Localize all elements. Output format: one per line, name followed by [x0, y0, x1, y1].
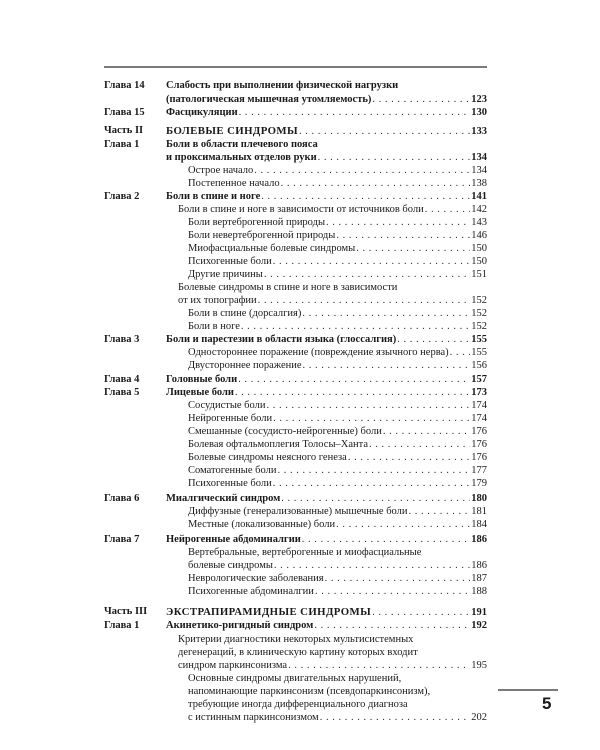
toc-page-number: 180: [471, 493, 487, 504]
toc-entry: [178, 633, 487, 647]
toc-entry: [188, 425, 487, 439]
toc-line: [0, 711, 600, 725]
toc-entry: [166, 619, 487, 633]
toc-line: [0, 477, 600, 491]
toc-entry: [188, 268, 487, 282]
toc-leader-dots: [254, 164, 470, 178]
toc-entry-title: Боли в спине (дорсалгия): [188, 308, 302, 319]
toc-entry-title: Смешанные (сосудисто-нейрогенные) боли: [188, 426, 382, 437]
toc-leader-dots: [315, 585, 470, 599]
toc-entry: [166, 151, 487, 165]
toc-page-number: 146: [471, 230, 487, 241]
toc-leader-dots: [318, 151, 471, 165]
toc-page-number: 191: [471, 607, 487, 618]
toc-entry-title: Фасцикуляции: [166, 107, 238, 118]
toc-leader-dots: [238, 373, 470, 387]
toc-entry: [188, 585, 487, 599]
toc-leader-dots: [348, 451, 470, 465]
toc-entry: [188, 412, 487, 426]
toc-page-number: 150: [471, 256, 487, 267]
toc-page-number: 186: [471, 534, 487, 545]
toc-entry-title: Боли в спине и ноге в зависимости от источников боли: [178, 204, 424, 215]
toc-leader-dots: [264, 268, 470, 282]
toc-page-number: 187: [471, 573, 487, 584]
toc-leader-dots: [274, 559, 470, 573]
toc-page-number: 156: [471, 360, 487, 371]
toc-entry: [188, 711, 487, 725]
toc-page-number: 188: [471, 586, 487, 597]
toc-line: [0, 124, 600, 138]
toc-leader-dots: [302, 307, 470, 321]
toc-leader-dots: [239, 106, 471, 120]
toc-entry-title: Боли невертеброгенной природы: [188, 230, 336, 241]
toc-line: [0, 346, 600, 360]
toc-entry-title: Сосудистые боли: [188, 400, 266, 411]
toc-entry-title: Лицевые боли: [166, 387, 234, 398]
toc-line: [0, 633, 600, 647]
toc-page-number: 202: [471, 712, 487, 723]
toc-entry: [188, 698, 487, 712]
toc-line: [0, 216, 600, 230]
toc-page-number: 141: [471, 191, 487, 202]
toc-page-number: 181: [471, 506, 487, 517]
toc-line: [0, 546, 600, 560]
toc-page-number: 152: [471, 295, 487, 306]
toc-leader-dots: [397, 333, 470, 347]
toc-line: [0, 281, 600, 295]
toc-line: [0, 307, 600, 321]
toc-entry-title: с истинным паркинсонизмом: [188, 712, 319, 723]
toc-line: [0, 138, 600, 152]
toc-line: [0, 190, 600, 204]
toc-leader-dots: [383, 425, 470, 439]
toc-entry: [166, 106, 487, 120]
toc-page-number: 192: [471, 620, 487, 631]
toc-page-number: 150: [471, 243, 487, 254]
toc-page-number: 174: [471, 413, 487, 424]
toc-leader-dots: [235, 386, 470, 400]
toc-entry-title: синдром паркинсонизма: [178, 660, 288, 671]
toc-line: [0, 177, 600, 191]
toc-leader-dots: [372, 606, 470, 620]
toc-leader-dots: [320, 711, 471, 725]
toc-leader-dots: [288, 659, 470, 673]
toc-line: [0, 151, 600, 165]
toc-entry-title: ЭКСТРАПИРАМИДНЫЕ СИНДРОМЫ: [166, 606, 372, 618]
toc-page-number: 123: [471, 94, 487, 105]
toc-entry-title: Болевые синдромы неясного генеза: [188, 452, 347, 463]
toc-leader-dots: [409, 505, 471, 519]
toc-entry: [178, 659, 487, 673]
toc-section-label: Глава 14: [104, 80, 145, 91]
toc-entry: [188, 242, 487, 256]
toc-entry: [166, 373, 487, 387]
toc-entry-title: требующие иногда дифференциального диагноза: [188, 699, 408, 710]
toc-entry: [188, 216, 487, 230]
toc-entry-title: Одностороннее поражение (повреждение язычного нерва): [188, 347, 449, 358]
toc-entry-title: Боли в области плечевого пояса: [166, 139, 318, 150]
toc-page-number: 177: [471, 465, 487, 476]
toc-page-number: 174: [471, 400, 487, 411]
toc-entry: [188, 518, 487, 532]
toc-line: [0, 559, 600, 573]
toc-page-number: 134: [471, 165, 487, 176]
toc-entry: [188, 229, 487, 243]
toc-page-number: 173: [471, 387, 487, 398]
toc-line: [0, 438, 600, 452]
toc-line: [0, 698, 600, 712]
toc-entry: [166, 79, 487, 93]
toc-line: [0, 359, 600, 373]
toc-page-number: 155: [471, 334, 487, 345]
toc-line: [0, 373, 600, 387]
toc-line: [0, 533, 600, 547]
toc-line: [0, 255, 600, 269]
toc-leader-dots: [326, 216, 470, 230]
toc-section-label: Глава 2: [104, 191, 140, 202]
toc-entry-title: Психогенные боли: [188, 478, 272, 489]
toc-line: [0, 451, 600, 465]
toc-line: [0, 399, 600, 413]
toc-leader-dots: [425, 203, 471, 217]
toc-entry-title: (патологическая мышечная утомляемость): [166, 94, 372, 105]
toc-leader-dots: [258, 294, 471, 308]
toc-entry: [188, 255, 487, 269]
toc-entry-title: Острое начало: [188, 165, 254, 176]
toc-leader-dots: [241, 320, 470, 334]
toc-entry: [188, 464, 487, 478]
toc-entry: [188, 672, 487, 686]
toc-entry: [166, 605, 487, 620]
toc-entry-title: Боли и парестезии в области языка (глоссалгия): [166, 334, 397, 345]
page-number: 5: [542, 694, 552, 713]
toc-page-number: 155: [471, 347, 487, 358]
toc-entry-title: Постепенное начало: [188, 178, 280, 189]
toc-entry-title: Болевая офтальмоплегия Толосы–Ханта: [188, 439, 369, 450]
toc-page-number: 130: [471, 107, 487, 118]
toc-entry-title: Психогенные боли: [188, 256, 272, 267]
toc-entry-title: Головные боли: [166, 374, 238, 385]
toc-section-label: Глава 3: [104, 334, 140, 345]
toc-entry: [188, 477, 487, 491]
toc-leader-dots: [369, 438, 470, 452]
toc-page-number: 176: [471, 426, 487, 437]
toc-entry-title: Неврологические заболевания: [188, 573, 324, 584]
toc-entry-title: напоминающие паркинсонизм (псевдопаркинсонизм),: [188, 686, 431, 697]
toc-line: [0, 646, 600, 660]
toc-entry: [188, 320, 487, 334]
toc-line: [0, 229, 600, 243]
toc-line: [0, 242, 600, 256]
toc-line: [0, 518, 600, 532]
toc-page-number: 142: [471, 204, 487, 215]
toc-line: [0, 464, 600, 478]
toc-entry-title: Нейрогенные боли: [188, 413, 273, 424]
toc-line: [0, 164, 600, 178]
toc-section-label: Глава 6: [104, 493, 140, 504]
toc-leader-dots: [273, 412, 470, 426]
toc-line: [0, 492, 600, 506]
toc-page-number: 134: [471, 152, 487, 163]
toc-leader-dots: [356, 242, 470, 256]
toc-page-number: 179: [471, 478, 487, 489]
toc-entry: [166, 138, 487, 152]
toc-leader-dots: [302, 533, 470, 547]
toc-entry: [166, 124, 487, 139]
toc-leader-dots: [273, 477, 471, 491]
toc-entry: [188, 164, 487, 178]
toc-line: [0, 619, 600, 633]
toc-entry-title: и проксимальных отделов руки: [166, 152, 317, 163]
toc-entry: [166, 333, 487, 347]
toc-entry-title: Диффузные (генерализованные) мышечные боли: [188, 506, 408, 517]
toc-entry: [178, 281, 487, 295]
toc-line: [0, 659, 600, 673]
toc-page-number: 176: [471, 452, 487, 463]
toc-line: [0, 268, 600, 282]
toc-entry-title: Миалгический синдром: [166, 493, 281, 504]
toc-entry-title: Соматогенные боли: [188, 465, 277, 476]
toc-leader-dots: [325, 572, 471, 586]
toc-line: [0, 333, 600, 347]
toc-entry-title: Боли в ноге: [188, 321, 240, 332]
toc-page-number: 186: [471, 560, 487, 571]
toc-leader-dots: [299, 125, 470, 139]
toc-entry-title: Боли в спине и ноге: [166, 191, 261, 202]
toc-line: [0, 106, 600, 120]
toc-section-label: Глава 1: [104, 139, 140, 150]
toc-section-label: Глава 15: [104, 107, 145, 118]
toc-page-number: 152: [471, 321, 487, 332]
toc-entry-title: Другие причины: [188, 269, 263, 280]
toc-entry-title: Психогенные абдоминалгии: [188, 586, 314, 597]
toc-leader-dots: [336, 229, 470, 243]
toc-line: [0, 672, 600, 686]
toc-entry-title: Слабость при выполнении физической нагрузки: [166, 80, 399, 91]
toc-entry-title: Вертебральные, вертеброгенные и миофасциальные: [188, 547, 422, 558]
toc-entry: [188, 359, 487, 373]
toc-line: [0, 585, 600, 599]
toc-entry: [188, 307, 487, 321]
toc-entry-title: дегенераций, в клиническую картину которых входит: [178, 647, 418, 658]
toc-page-number: 157: [471, 374, 487, 385]
toc-leader-dots: [273, 255, 471, 269]
toc-leader-dots: [314, 619, 470, 633]
toc-entry: [188, 399, 487, 413]
toc-leader-dots: [303, 359, 471, 373]
toc-leader-dots: [281, 177, 471, 191]
toc-section-label: Часть II: [104, 125, 144, 136]
toc-page-number: 184: [471, 519, 487, 530]
toc-line: [0, 79, 600, 93]
toc-entry-title: болевые синдромы: [188, 560, 273, 571]
toc-line: [0, 605, 600, 619]
toc-leader-dots: [450, 346, 471, 360]
toc-line: [0, 505, 600, 519]
toc-page-number: 152: [471, 308, 487, 319]
toc-entry: [188, 505, 487, 519]
toc-leader-dots: [336, 518, 470, 532]
toc-line: [0, 386, 600, 400]
toc-leader-dots: [372, 93, 470, 107]
toc-section-label: Часть III: [104, 606, 148, 617]
toc-page-number: 143: [471, 217, 487, 228]
toc-page-number: 138: [471, 178, 487, 189]
toc-page-number: 176: [471, 439, 487, 450]
toc-line: [0, 93, 600, 107]
toc-leader-dots: [277, 464, 470, 478]
toc-entry-title: БОЛЕВЫЕ СИНДРОМЫ: [166, 125, 299, 137]
toc-line: [0, 685, 600, 699]
toc-page-number: 195: [471, 660, 487, 671]
toc-leader-dots: [281, 492, 470, 506]
toc-entry-title: Миофасциальные болевые синдромы: [188, 243, 356, 254]
toc-line: [0, 203, 600, 217]
toc-entry-title: Акинетико-ригидный синдром: [166, 620, 314, 631]
toc-entry-title: Боли вертеброгенной природы: [188, 217, 326, 228]
toc-entry: [166, 386, 487, 400]
toc-entry: [166, 533, 487, 547]
toc-entry: [188, 559, 487, 573]
toc-section-label: Глава 7: [104, 534, 140, 545]
toc-page-number: 133: [471, 126, 487, 137]
toc-entry: [188, 438, 487, 452]
toc-line: [0, 425, 600, 439]
toc-entry: [178, 646, 487, 660]
toc-entry-title: Критерии диагностики некоторых мультисистемных: [178, 634, 414, 645]
toc-page-number: 151: [471, 269, 487, 280]
toc-entry: [188, 346, 487, 360]
toc-section-label: Глава 1: [104, 620, 140, 631]
bottom-rule: [498, 689, 558, 691]
toc-entry-title: от их топографии: [178, 295, 257, 306]
toc-entry: [178, 203, 487, 217]
toc-entry: [188, 572, 487, 586]
toc-entry: [178, 294, 487, 308]
toc-line: [0, 572, 600, 586]
toc-section-label: Глава 4: [104, 374, 140, 385]
toc-entry: [166, 93, 487, 107]
toc-line: [0, 320, 600, 334]
toc-leader-dots: [261, 190, 470, 204]
toc-section-label: Глава 5: [104, 387, 140, 398]
toc-entry: [166, 492, 487, 506]
toc-line: [0, 294, 600, 308]
toc-entry: [188, 685, 487, 699]
toc-entry: [188, 451, 487, 465]
toc-leader-dots: [267, 399, 471, 413]
toc-line: [0, 412, 600, 426]
toc-entry: [188, 177, 487, 191]
toc-entry-title: Нейрогенные абдоминалгии: [166, 534, 301, 545]
toc-entry: [188, 546, 487, 560]
toc-entry-title: Болевые синдромы в спине и ноге в зависимости: [178, 282, 398, 293]
toc-entry-title: Местные (локализованные) боли: [188, 519, 336, 530]
toc-entry-title: Двустороннее поражение: [188, 360, 302, 371]
toc-entry-title: Основные синдромы двигательных нарушений,: [188, 673, 402, 684]
toc-entry: [166, 190, 487, 204]
